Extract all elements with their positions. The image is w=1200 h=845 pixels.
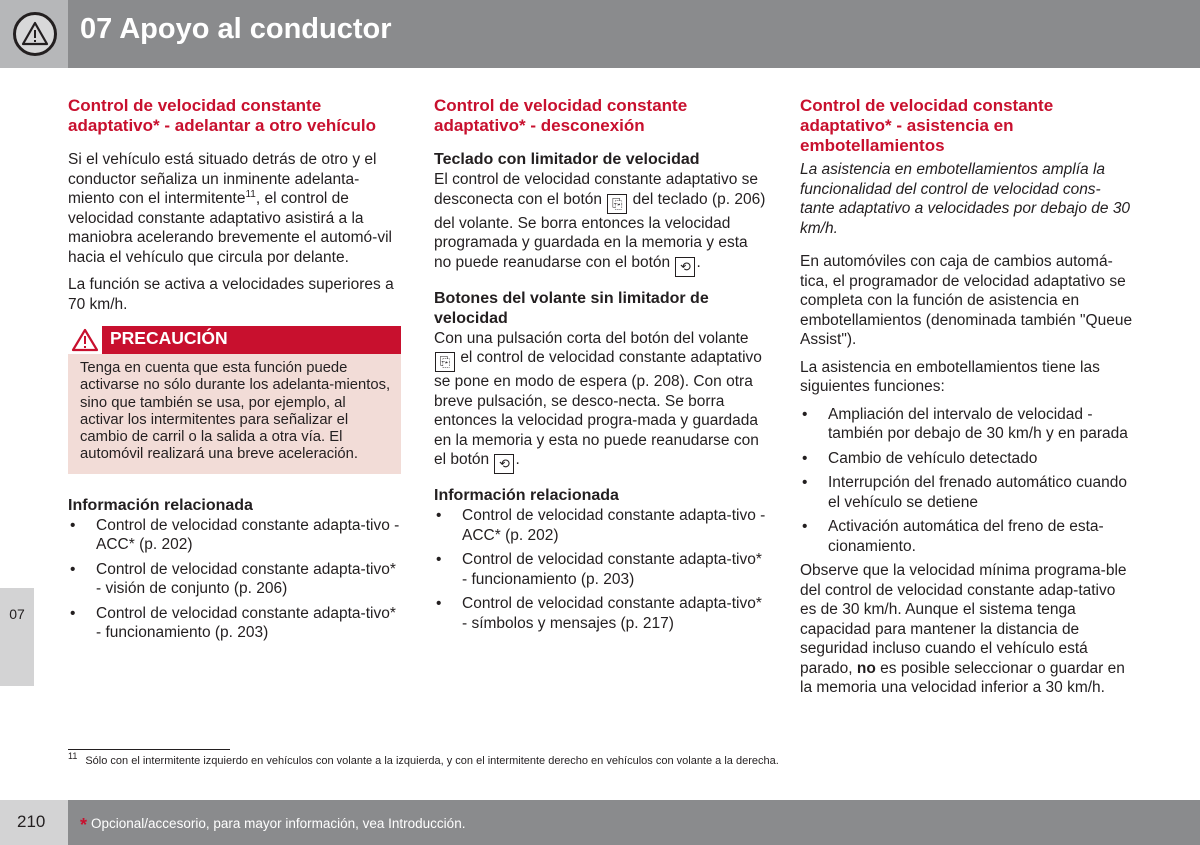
chapter-side-tab[interactable] (0, 588, 34, 686)
intro-paragraph: La asistencia en embotellamientos amplía la funcionalidad del control de velocidad cons-tante adaptativo a velocidades por debajo de 30 km/h. (800, 161, 1131, 237)
paragraph: El control de velocidad constante adaptativo se desconecta con el botón ⎘ del teclado (p. 206) del volante. Se borra entonces la velocidad programada y guardada en la memoria y esta no puede reanudarse con el botón ⟲ . (434, 170, 767, 277)
related-link[interactable]: • Control de velocidad constante adapta-tivo - ACC* (p. 202) (436, 507, 766, 544)
related-link[interactable]: • Control de velocidad constante adapta-tivo* - símbolos y mensajes (p. 217) (436, 595, 762, 632)
paragraph: La función se activa a velocidades superiores a 70 km/h. (68, 276, 394, 313)
footnote-divider (68, 749, 230, 750)
asterisk-icon: * (80, 815, 88, 835)
footnote: $^{11}$ Sólo con el intermitente izquierdo en vehículos con volante a la izquierda, y con el intermitente derecho en vehículos con volante a la derecha. (68, 751, 779, 767)
related-link[interactable]: • Control de velocidad constante adapta-tivo - ACC* (p. 202) (70, 516, 400, 554)
caution-label: PRECAUCIÓN (110, 328, 228, 348)
list-item: • Activación automática del freno de esta-cionamiento. (802, 518, 1104, 555)
chapter-tab-label: 07 (9, 606, 25, 622)
caution-warning-icon (68, 326, 102, 354)
column-overtaking (68, 96, 401, 648)
paragraph: Si el vehículo está situado detrás de otro y el conductor señaliza un inminente adelanta-miento con el intermitente$^{11}$, el control de velocidad constante adaptativo asistirá a la maniobra acelerando brevemente el automó-vil hacia el vehículo que circula por delante. (68, 151, 392, 266)
caution-text: Tenga en cuenta que esta función puede activarse no sólo durante los adelanta-mientos, sino que también se usa, por ejemplo, al activar los intermitentes para señalizar el cambio de carril o la salida a otra vía. El automóvil realizará una breve aceleración. (80, 360, 391, 463)
bullet-icon: • (802, 449, 808, 467)
paragraph: Observe que la velocidad mínima programa-ble del control de velocidad constante adap-tativo es de 30 km/h. Aunque el sistema tenga capacidad para mantener la distancia de seguridad incluso cuando el vehículo está parado, no es posible seleccionar o guardar en la memoria una velocidad inferior a 30 km/h. (800, 562, 1127, 696)
related-link[interactable]: • Control de velocidad constante adapta-tivo* - visión de conjunto (p. 206) (70, 560, 396, 598)
functions-list (800, 405, 1133, 557)
related-list (434, 506, 767, 633)
caution-header (68, 326, 401, 354)
bullet-icon: • (436, 595, 442, 612)
page-number: 210 (17, 812, 46, 831)
footnote-ref[interactable]: 11 (245, 188, 256, 200)
bullet-icon: • (436, 551, 442, 568)
bullet-icon: • (70, 516, 76, 534)
bullet-icon: • (70, 560, 76, 578)
related-heading: Información relacionada (68, 496, 253, 514)
cancel-key-icon: ⎘ (435, 352, 455, 372)
list-item: • Interrupción del frenado automático cuando el vehículo se detiene (802, 474, 1128, 511)
section-heading: Control de velocidad constante adaptativo* - adelantar a otro vehículo (68, 96, 376, 135)
section-heading: Control de velocidad constante adaptativo* - desconexión (434, 96, 688, 135)
column-queue-assist (800, 96, 1133, 706)
warning-icon (13, 12, 57, 56)
chapter-title: 07 Apoyo al conductor (80, 13, 392, 45)
bullet-icon: • (802, 474, 808, 491)
subheading: Botones del volante sin limitador de velocidad (434, 289, 709, 327)
subheading: Teclado con limitador de velocidad (434, 151, 700, 168)
related-link[interactable]: • Control de velocidad constante adapta-tivo* - funcionamiento (p. 203) (436, 551, 762, 588)
caution-box (68, 326, 401, 474)
related-heading: Información relacionada (434, 487, 619, 504)
related-link[interactable]: • Control de velocidad constante adapta-tivo* - funcionamiento (p. 203) (70, 604, 396, 642)
list-item: • Cambio de vehículo detectado (802, 449, 1038, 467)
footer-note: * Opcional/accesorio, para mayor información, vea Introducción. (80, 815, 466, 835)
paragraph: En automóviles con caja de cambios automá-tica, el programador de velocidad adaptativo se completa con la función de asistencia en embotellamientos (denominada también "Queue Assist"). (800, 253, 1133, 348)
header-icon-block (0, 0, 68, 68)
bullet-icon: • (802, 518, 808, 535)
bullet-icon: • (436, 507, 442, 524)
paragraph: La asistencia en embotellamientos tiene las siguientes funciones: (800, 358, 1100, 395)
list-item: • Ampliación del intervalo de velocidad - también por debajo de 30 km/h y en parada (802, 405, 1128, 442)
section-heading: Control de velocidad constante adaptativo* - asistencia en embotellamientos (800, 96, 1054, 155)
bullet-icon: • (70, 604, 76, 622)
resume-key-icon: ⟲ (494, 454, 514, 474)
bullet-icon: • (802, 405, 808, 423)
paragraph: Con una pulsación corta del botón del volante ⎘ el control de velocidad constante adaptativo se pone en modo de espera (p. 208). Con otra breve pulsación, se desco-necta. Se borra entonces la velocidad progra-mada y guardada en la memoria y esta no puede reanudarse con el botón ⟲ . (434, 329, 767, 475)
related-list (68, 516, 401, 643)
column-disconnection (434, 96, 767, 638)
resume-key-icon: ⟲ (675, 257, 695, 277)
cancel-key-icon: ⎘ (607, 194, 627, 214)
